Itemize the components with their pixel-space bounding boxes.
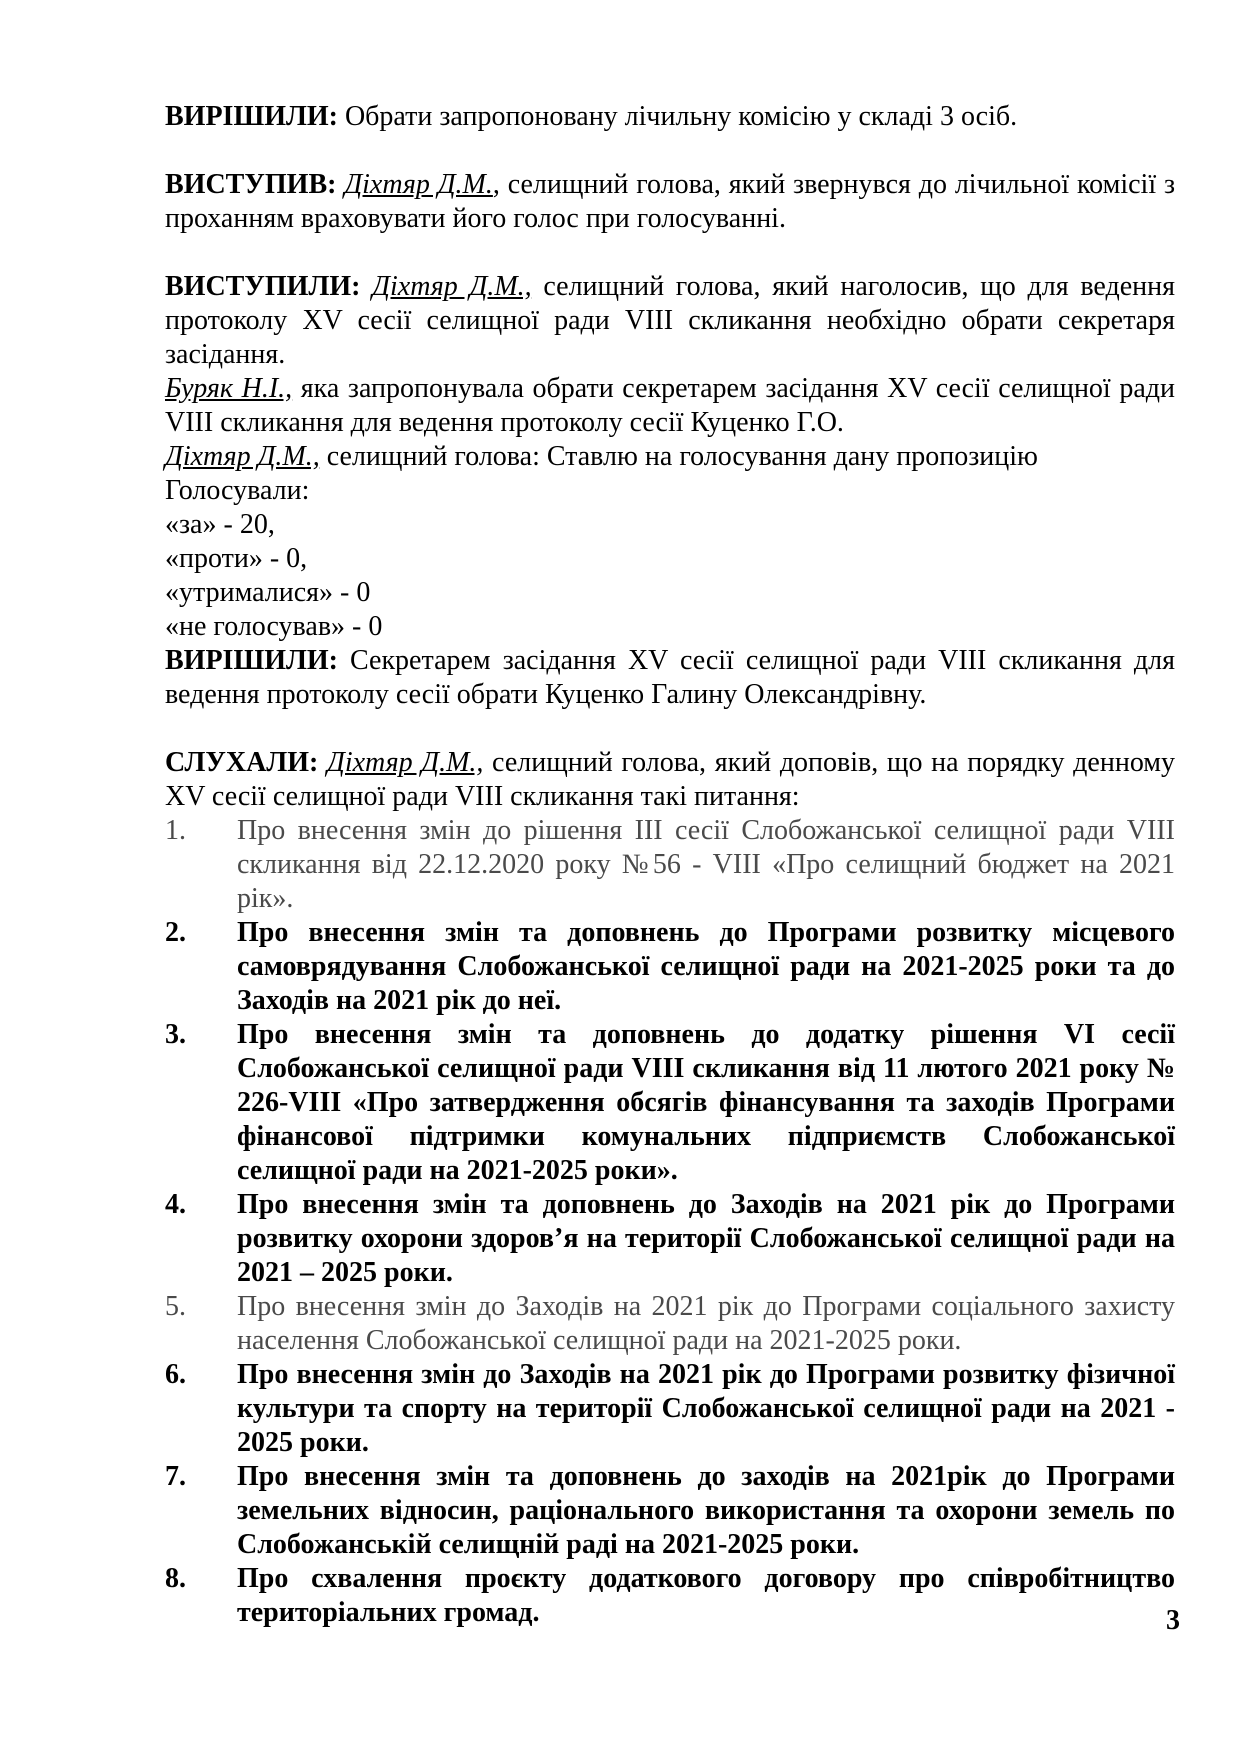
agenda-item-number: 5.	[165, 1291, 186, 1322]
agenda-item	[165, 1290, 1175, 1358]
agenda-item-text: Про схвалення проєкту додаткового договору про співробітництво територіальних громад.	[237, 1563, 1175, 1628]
agenda-item-text: Про внесення змін до Заходів на 2021 рік до Програми соціального захисту населення Слобожанської селищної ради на 2021-2025 роки.	[237, 1291, 1175, 1356]
agenda-item-text: Про внесення змін та доповнень до Заходів на 2021 рік до Програми розвитку охорони здоров’я на території Слобожанської селищної ради на 2021 – 2025 роки.	[237, 1189, 1175, 1288]
agenda-item-number: 6.	[165, 1359, 186, 1390]
speakers-label: ВИСТУПИЛИ:	[165, 271, 361, 302]
agenda-item-text: Про внесення змін та доповнень до додатку рішення VI сесії Слобожанської селищної ради VIII скликання від 11 лютого 2021 року № 226-VIII «Про затвердження обсягів фінансування та заходів Програми фінансової підтримки комунальних підприємств Слобожанської селищної ради на 2021-2025 роки».	[237, 1019, 1175, 1186]
speaker-text: селищний голова, який наголосив, що для ведення протоколу XV сесії селищної ради VIII скликання необхідно обрати секретаря засідання.	[165, 271, 1176, 370]
agenda-item	[165, 916, 1175, 1018]
speaker-label: ВИСТУПИВ:	[165, 169, 337, 200]
heard-label: СЛУХАЛИ:	[165, 747, 319, 778]
agenda-item-text: Про внесення змін до рішення ІІІ сесії Слобожанської селищної ради VIII скликання від 22.12.2020 року №56 - VIII «Про селищний бюджет на 2021 рік».	[237, 815, 1175, 914]
decision-text: Обрати запропоновану лічильну комісію у складі 3 осіб.	[337, 101, 1018, 132]
speaker-text: , селищний голова, який звернувся до лічильної комісії з проханням враховувати його голос при голосуванні.	[165, 169, 1175, 234]
agenda-item	[165, 1562, 1175, 1630]
agenda-item-number: 3.	[165, 1019, 186, 1050]
vote-for: «за» - 20,	[165, 509, 275, 540]
agenda-item	[165, 1460, 1175, 1562]
agenda-item-number: 2.	[165, 917, 186, 948]
vote-heading: Голосували:	[165, 475, 310, 506]
speaker-name: Діхтяр Д.М.,	[372, 271, 532, 302]
agenda-item-number: 8.	[165, 1563, 186, 1594]
agenda-item-number: 7.	[165, 1461, 186, 1492]
agenda-list	[165, 814, 1175, 1630]
speaker-name: Діхтяр Д.М.,	[327, 747, 484, 778]
speaker-paragraph-1	[165, 168, 1175, 236]
decision-paragraph-2	[165, 644, 1175, 712]
agenda-item-text: Про внесення змін та доповнень до Програми розвитку місцевого самоврядування Слобожанської селищної ради на 2021-2025 роки та до Заходів на 2021 рік до неї.	[237, 917, 1175, 1016]
proposal-text: яка запропонувала обрати секретарем засідання XV сесії селищної ради VIII скликання для ведення протоколу сесії Куценко Г.О.	[165, 373, 1175, 438]
agenda-item-number: 1.	[165, 815, 186, 846]
document-body	[165, 100, 1175, 1630]
agenda-item-text: Про внесення змін та доповнень до заходів на 2021рік до Програми земельних відносин, раціонального використання та охорони земель по Слобожанській селищній раді на 2021-2025 роки.	[237, 1461, 1175, 1560]
decision-label: ВИРІШИЛИ:	[165, 645, 338, 676]
heard-text: селищний голова, який доповів, що на порядку денному XV сесії селищної ради VIII скликання такі питання:	[165, 747, 1176, 812]
vote-against: «проти» - 0,	[165, 543, 308, 574]
agenda-item-text: Про внесення змін до Заходів на 2021 рік до Програми розвитку фізичної культури та спорту на території Слобожанської селищної ради на 2021 - 2025 роки.	[237, 1359, 1175, 1458]
vote-abstained: «утрималися» - 0	[165, 577, 371, 608]
decision-text: Секретарем засідання XV сесії селищної ради VIII скликання для ведення протоколу сесії обрати Куценко Галину Олександрівну.	[165, 645, 1175, 710]
vote-call-text: селищний голова: Ставлю на голосування дану пропозицію	[319, 441, 1038, 472]
speaker-name: Діхтяр Д.М.	[344, 169, 493, 200]
speaker-name: Буряк Н.І.,	[165, 373, 293, 404]
proposal-paragraph	[165, 372, 1175, 440]
heard-paragraph	[165, 746, 1175, 814]
agenda-item	[165, 814, 1175, 916]
decision-label: ВИРІШИЛИ:	[165, 101, 338, 132]
vote-call-paragraph	[165, 440, 1175, 474]
agenda-item	[165, 1018, 1175, 1188]
agenda-item	[165, 1188, 1175, 1290]
vote-not-voted: «не голосував» - 0	[165, 611, 383, 642]
page-number: 3	[1166, 1605, 1180, 1636]
decision-paragraph-1	[165, 100, 1175, 134]
speaker-name: Діхтяр Д.М.,	[165, 441, 320, 472]
speakers-paragraph	[165, 270, 1175, 372]
agenda-item	[165, 1358, 1175, 1460]
agenda-item-number: 4.	[165, 1189, 186, 1220]
